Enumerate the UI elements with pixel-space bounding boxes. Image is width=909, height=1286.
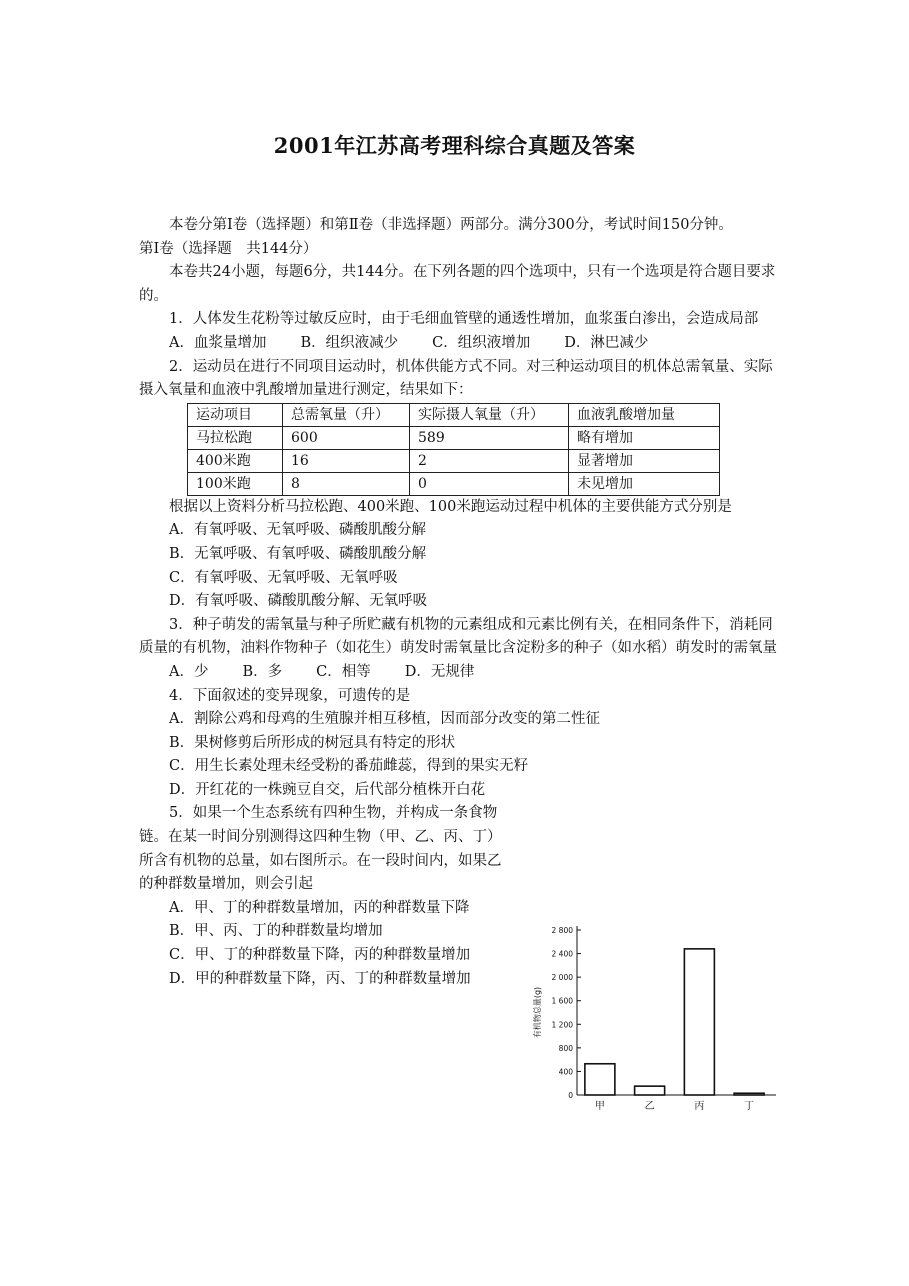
y-tick-label: 2 400 xyxy=(551,949,573,959)
option-b: B．甲、丙、丁的种群数量均增加 xyxy=(169,923,383,940)
option-d: D．有氧呼吸、磷酸肌酸分解、无氧呼吸 xyxy=(169,593,428,610)
question-2-followup: 根据以上资料分析马拉松跑、400米跑、100米跑运动过程中机体的主要供能方式分别是 xyxy=(169,498,732,515)
question-1-stem: 1．人体发生花粉等过敏反应时，由于毛细血管壁的通透性增加，血浆蛋白渗出，会造成局部 xyxy=(169,311,759,328)
option-b: B．多 xyxy=(242,663,283,680)
bar xyxy=(734,1093,764,1095)
question-5-stem: 5．如果一个生态系统有四种生物，并构成一条食物链。在某一时间分别测得这四种生物（甲、乙、丙、丁）所含有机物的总量，如右图所示。在一段时间内，如果乙的种群数量增加，则会引起 xyxy=(139,805,502,893)
option-d: D．无规律 xyxy=(404,663,475,680)
table-header-cell: 实际摄人氧量（升） xyxy=(410,403,569,426)
option-b: B．组织液减少 xyxy=(300,334,399,351)
option-d: D．甲的种群数量下降，丙、丁的种群数量增加 xyxy=(169,970,471,987)
table-cell: 400米跑 xyxy=(188,449,283,472)
option-a: A．割除公鸡和母鸡的生殖腺并相互移植，因而部分改变的第二性征 xyxy=(169,711,600,728)
question-3-options xyxy=(139,661,779,685)
option-b: B．无氧呼吸、有氧呼吸、磷酸肌酸分解 xyxy=(169,545,427,562)
option-a: A．少 xyxy=(169,663,209,680)
table-cell: 显著增加 xyxy=(569,449,720,472)
question-1-options xyxy=(139,332,779,356)
table-cell: 16 xyxy=(283,449,410,472)
y-tick-label: 400 xyxy=(558,1067,573,1077)
bar xyxy=(635,1086,665,1095)
document-body xyxy=(139,214,779,991)
table-cell: 0 xyxy=(410,472,569,495)
question-3-stem: 3．种子萌发的需氧量与种子所贮藏有机物的元素组成和元素比例有关，在相同条件下，消耗同质量的有机物，油料作物种子（如花生）萌发时需氧量比含淀粉多的种子（如水稻）萌发时的需氧量 xyxy=(139,616,777,657)
table-cell: 100米跑 xyxy=(188,472,283,495)
table-header-cell: 血液乳酸增加量 xyxy=(569,403,720,426)
table-cell: 8 xyxy=(283,472,410,495)
page-title: 2001年江苏高考理科综合真题及答案 xyxy=(273,133,636,158)
option-d: D．开红花的一株豌豆自交，后代部分植株开白花 xyxy=(169,781,486,798)
section-heading: 第Ⅰ卷（选择题 共144分） xyxy=(139,240,318,257)
option-c: C．组织液增加 xyxy=(432,334,531,351)
bar xyxy=(585,1064,615,1095)
option-d: D．淋巴减少 xyxy=(564,334,649,351)
oxygen-data-table xyxy=(187,403,720,496)
option-c: C．有氧呼吸、无氧呼吸、无氧呼吸 xyxy=(169,569,398,586)
option-b: B．果树修剪后所形成的树冠具有特定的形状 xyxy=(169,734,456,751)
table-header-cell: 运动项目 xyxy=(188,403,283,426)
table-cell: 马拉松跑 xyxy=(188,426,283,449)
table-header-cell: 总需氧量（升） xyxy=(283,403,410,426)
chart-svg xyxy=(530,918,780,1128)
table-cell: 2 xyxy=(410,449,569,472)
table-cell: 589 xyxy=(410,426,569,449)
x-tick-label: 乙 xyxy=(644,1101,655,1112)
y-tick-label: 2 800 xyxy=(551,926,573,935)
y-tick-label: 2 000 xyxy=(551,973,573,983)
bar xyxy=(684,949,714,1095)
table-cell: 600 xyxy=(283,426,410,449)
table-header-row xyxy=(188,403,720,426)
y-tick-label: 1 600 xyxy=(551,996,573,1006)
x-tick-label: 丁 xyxy=(744,1101,755,1112)
table-row xyxy=(188,449,720,472)
y-tick-label: 800 xyxy=(558,1043,573,1053)
organic-matter-bar-chart xyxy=(530,918,780,1128)
option-c: C．用生长素处理未经受粉的番茄雌蕊，得到的果实无籽 xyxy=(169,758,529,775)
table-row xyxy=(188,472,720,495)
section-note: 本卷共24小题，每题6分，共144分。在下列各题的四个选项中，只有一个选项是符合题目要求的。 xyxy=(139,264,776,304)
table-row xyxy=(188,426,720,449)
option-a: A．甲、丁的种群数量增加，丙的种群数量下降 xyxy=(169,899,470,916)
question-4-stem: 4．下面叙述的变异现象，可遗传的是 xyxy=(169,687,411,704)
x-tick-label: 甲 xyxy=(594,1101,605,1112)
table-cell: 略有增加 xyxy=(569,426,720,449)
y-tick-label: 1 200 xyxy=(551,1020,573,1030)
option-a: A．有氧呼吸、无氧呼吸、磷酸肌酸分解 xyxy=(169,522,426,539)
intro-paragraph: 本卷分第Ⅰ卷（选择题）和第Ⅱ卷（非选择题）两部分。满分300分，考试时间150分钟。 xyxy=(169,217,733,233)
y-axis-label: 有机物总量(g) xyxy=(533,986,542,1039)
table-cell: 未见增加 xyxy=(569,472,720,495)
x-tick-label: 丙 xyxy=(694,1101,705,1112)
y-tick-label: 0 xyxy=(568,1091,573,1100)
option-c: C．相等 xyxy=(316,663,371,680)
question-2-stem: 2．运动员在进行不同项目运动时，机体供能方式不同。对三种运动项目的机体总需氧量、实际摄入氧量和血液中乳酸增加量进行测定，结果如下： xyxy=(139,358,773,399)
option-a: A．血浆量增加 xyxy=(169,334,267,351)
option-c: C．甲、丁的种群数量下降，丙的种群数量增加 xyxy=(169,947,471,964)
